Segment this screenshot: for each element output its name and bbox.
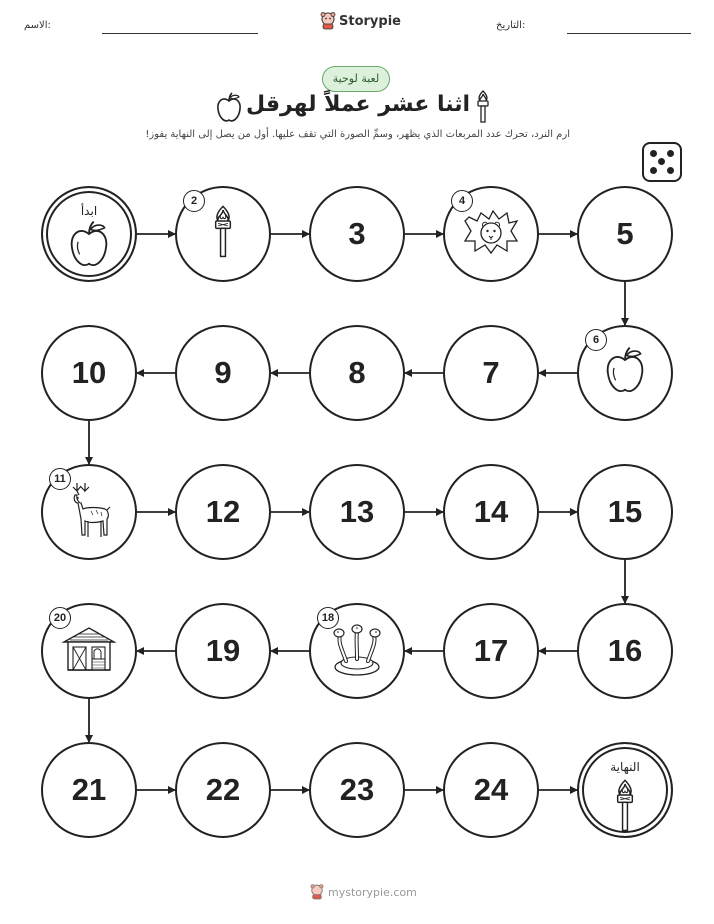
lion-skin-icon [461, 207, 521, 261]
deer-icon [63, 479, 115, 545]
hydra-icon [328, 621, 386, 681]
torch-icon [212, 204, 234, 264]
picture-square-20 [41, 603, 137, 699]
square-number: 16 [607, 633, 643, 668]
apple-icon [67, 220, 111, 274]
start-label: ابدأ [80, 204, 98, 218]
number-square-12 [175, 464, 271, 560]
square-number-badge: 18 [317, 607, 339, 629]
square-number: 7 [482, 355, 500, 390]
number-square-16 [577, 603, 673, 699]
square-number-badge: 6 [585, 329, 607, 351]
number-square-22 [175, 742, 271, 838]
picture-square-18 [309, 603, 405, 699]
square-number: 14 [473, 494, 509, 529]
square-number: 19 [205, 633, 241, 668]
brand-name: Storypie [339, 13, 401, 29]
number-square-10 [41, 325, 137, 421]
square-number: 9 [214, 355, 232, 390]
game-type-tag: لعبة لوحية [322, 66, 390, 92]
torch-icon [614, 778, 636, 838]
page-title: اثنا عشر عملاً لهرقل [245, 92, 471, 117]
number-square-15 [577, 464, 673, 560]
picture-square-11 [41, 464, 137, 560]
square-number: 24 [473, 772, 509, 807]
number-square-9 [175, 325, 271, 421]
square-number: 3 [348, 216, 366, 251]
square-number: 10 [71, 355, 107, 390]
square-number-badge: 11 [49, 468, 71, 490]
square-number: 21 [71, 772, 107, 807]
square-number-badge: 4 [451, 190, 473, 212]
stable-icon [60, 624, 118, 678]
square-number: 22 [205, 772, 241, 807]
square-number: 12 [205, 494, 241, 529]
number-square-13 [309, 464, 405, 560]
number-square-5 [577, 186, 673, 282]
number-square-21 [41, 742, 137, 838]
number-square-3 [309, 186, 405, 282]
number-square-23 [309, 742, 405, 838]
picture-square-6 [577, 325, 673, 421]
name-label: الاسم: [24, 20, 51, 31]
square-number-badge: 2 [183, 190, 205, 212]
number-square-17 [443, 603, 539, 699]
square-number: 8 [348, 355, 366, 390]
square-number: 5 [616, 216, 634, 251]
number-square-8 [309, 325, 405, 421]
square-number: 13 [339, 494, 375, 529]
storypie-mascot-icon [310, 884, 324, 900]
picture-square-2 [175, 186, 271, 282]
picture-square-4 [443, 186, 539, 282]
footer-url[interactable]: mystorypie.com [328, 885, 417, 899]
footer [310, 884, 417, 900]
square-number-badge: 20 [49, 607, 71, 629]
square-number: 23 [339, 772, 375, 807]
start-square [41, 186, 137, 282]
finish-label: النهاية [610, 760, 640, 774]
number-square-24 [443, 742, 539, 838]
number-square-19 [175, 603, 271, 699]
number-square-14 [443, 464, 539, 560]
number-square-7 [443, 325, 539, 421]
square-number: 17 [473, 633, 509, 668]
finish-square [577, 742, 673, 838]
date-label: التاريخ: [496, 20, 526, 31]
square-number: 15 [607, 494, 643, 529]
apple-icon [603, 346, 647, 400]
instructions: ارم النرد، تحرك عدد المربعات الذي يظهر، وسمِّ الصورة التي تقف عليها. أول من يصل إلى النهاية يفوز! [145, 129, 570, 140]
